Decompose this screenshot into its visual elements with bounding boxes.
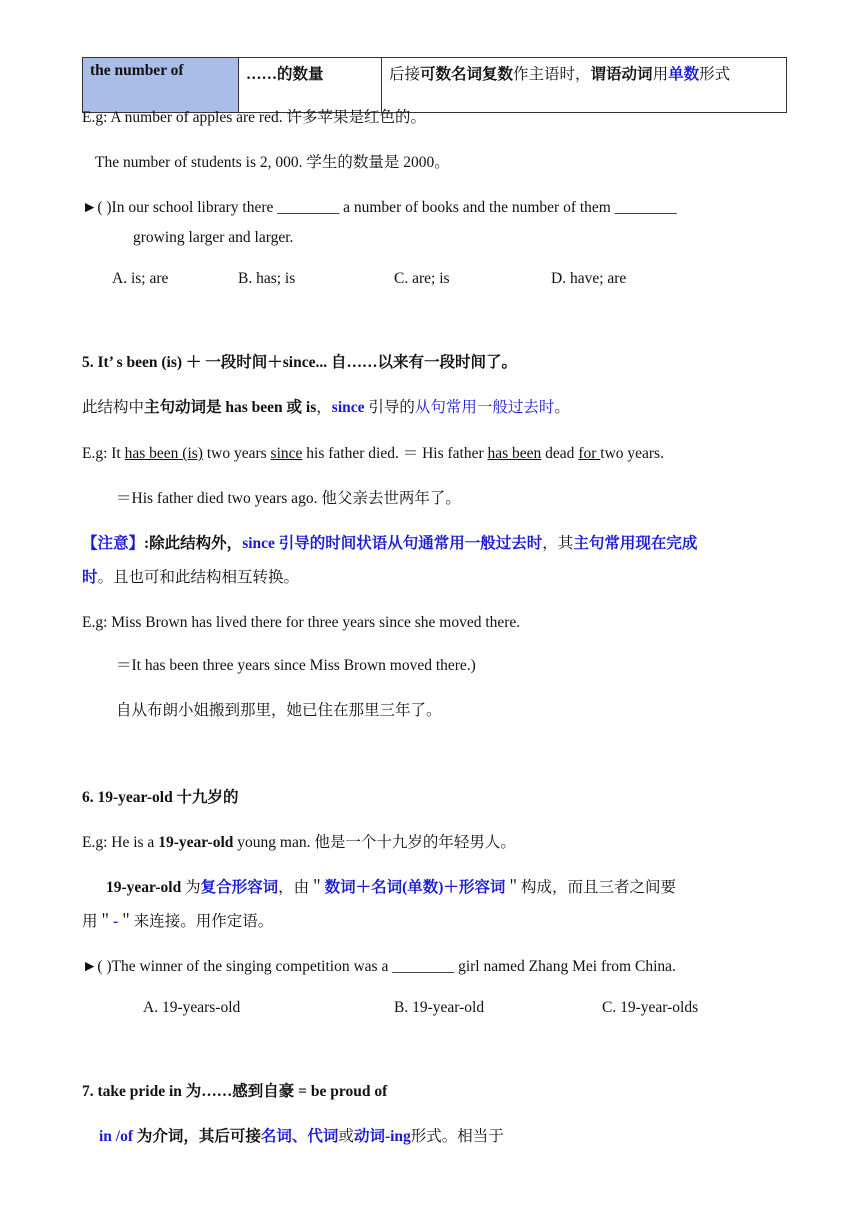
example-line: ＝His father died two years ago. 他父亲去世两年了。 bbox=[116, 490, 461, 507]
exercise-question: ►( )In our school library there ________ a number of books and the number of them ________ bbox=[82, 199, 677, 216]
table-row bbox=[83, 58, 787, 113]
option-a: A. 19-years-old bbox=[143, 999, 241, 1016]
note-text-continued: 时。且也可和此结构相互转换。 bbox=[82, 569, 300, 586]
option-b: B. 19-year-old bbox=[394, 999, 485, 1016]
option-d: D. have; are bbox=[551, 270, 627, 287]
example-line: E.g: A number of apples are red. 许多苹果是红色的。 bbox=[82, 109, 426, 126]
table-term-cell: the number of bbox=[83, 58, 239, 113]
example-line: E.g: It has been (is) two years since his father died. ＝ His father has been dead for two years. bbox=[82, 445, 664, 462]
example-line: E.g: Miss Brown has lived there for three years since she moved there. bbox=[82, 614, 521, 631]
exercise-question-continued: growing larger and larger. bbox=[133, 229, 294, 246]
note-text: 【注意】:除此结构外，since 引导的时间状语从句通常用一般过去时，其主句常用现在完成 bbox=[82, 535, 698, 552]
table-meaning-cell: ……的数量 bbox=[239, 58, 382, 113]
example-translation: 自从布朗小姐搬到那里，她已住在那里三年了。 bbox=[116, 702, 442, 719]
section-heading: 6. 19-year-old 十九岁的 bbox=[82, 789, 239, 806]
explanation-text-continued: 用＂-＂来连接。用作定语。 bbox=[82, 913, 274, 930]
option-a: A. is; are bbox=[112, 270, 169, 287]
section-heading: 5. It’ s been (is) ＋ 一段时间＋since... 自……以来有一段时间了。 bbox=[82, 354, 517, 371]
section-heading: 7. take pride in 为……感到自豪 = be proud of bbox=[82, 1083, 388, 1100]
option-c: C. 19-year-olds bbox=[602, 999, 699, 1016]
example-line: ＝It has been three years since Miss Brown moved there.) bbox=[116, 657, 476, 674]
explanation-text: in /of 为介词，其后可接名词、代词或动词-ing形式。相当于 bbox=[99, 1128, 504, 1145]
usage-table bbox=[82, 57, 787, 113]
explanation-text: 19-year-old 为复合形容词，由＂数词＋名词(单数)＋形容词＂构成，而且三者之间要 bbox=[106, 879, 676, 896]
example-line: The number of students is 2, 000. 学生的数量是 2000。 bbox=[95, 154, 450, 171]
table-usage-cell: 后接可数名词复数作主语时，谓语动词用单数形式 bbox=[382, 58, 787, 113]
example-line: E.g: He is a 19-year-old young man. 他是一个十九岁的年轻男人。 bbox=[82, 834, 516, 851]
rule-text: 此结构中主句动词是 has been 或 is，since 引导的从句常用一般过去时。 bbox=[82, 399, 570, 416]
option-b: B. has; is bbox=[238, 270, 296, 287]
option-c: C. are; is bbox=[394, 270, 450, 287]
exercise-question: ►( )The winner of the singing competition was a ________ girl named Zhang Mei from China. bbox=[82, 958, 676, 975]
